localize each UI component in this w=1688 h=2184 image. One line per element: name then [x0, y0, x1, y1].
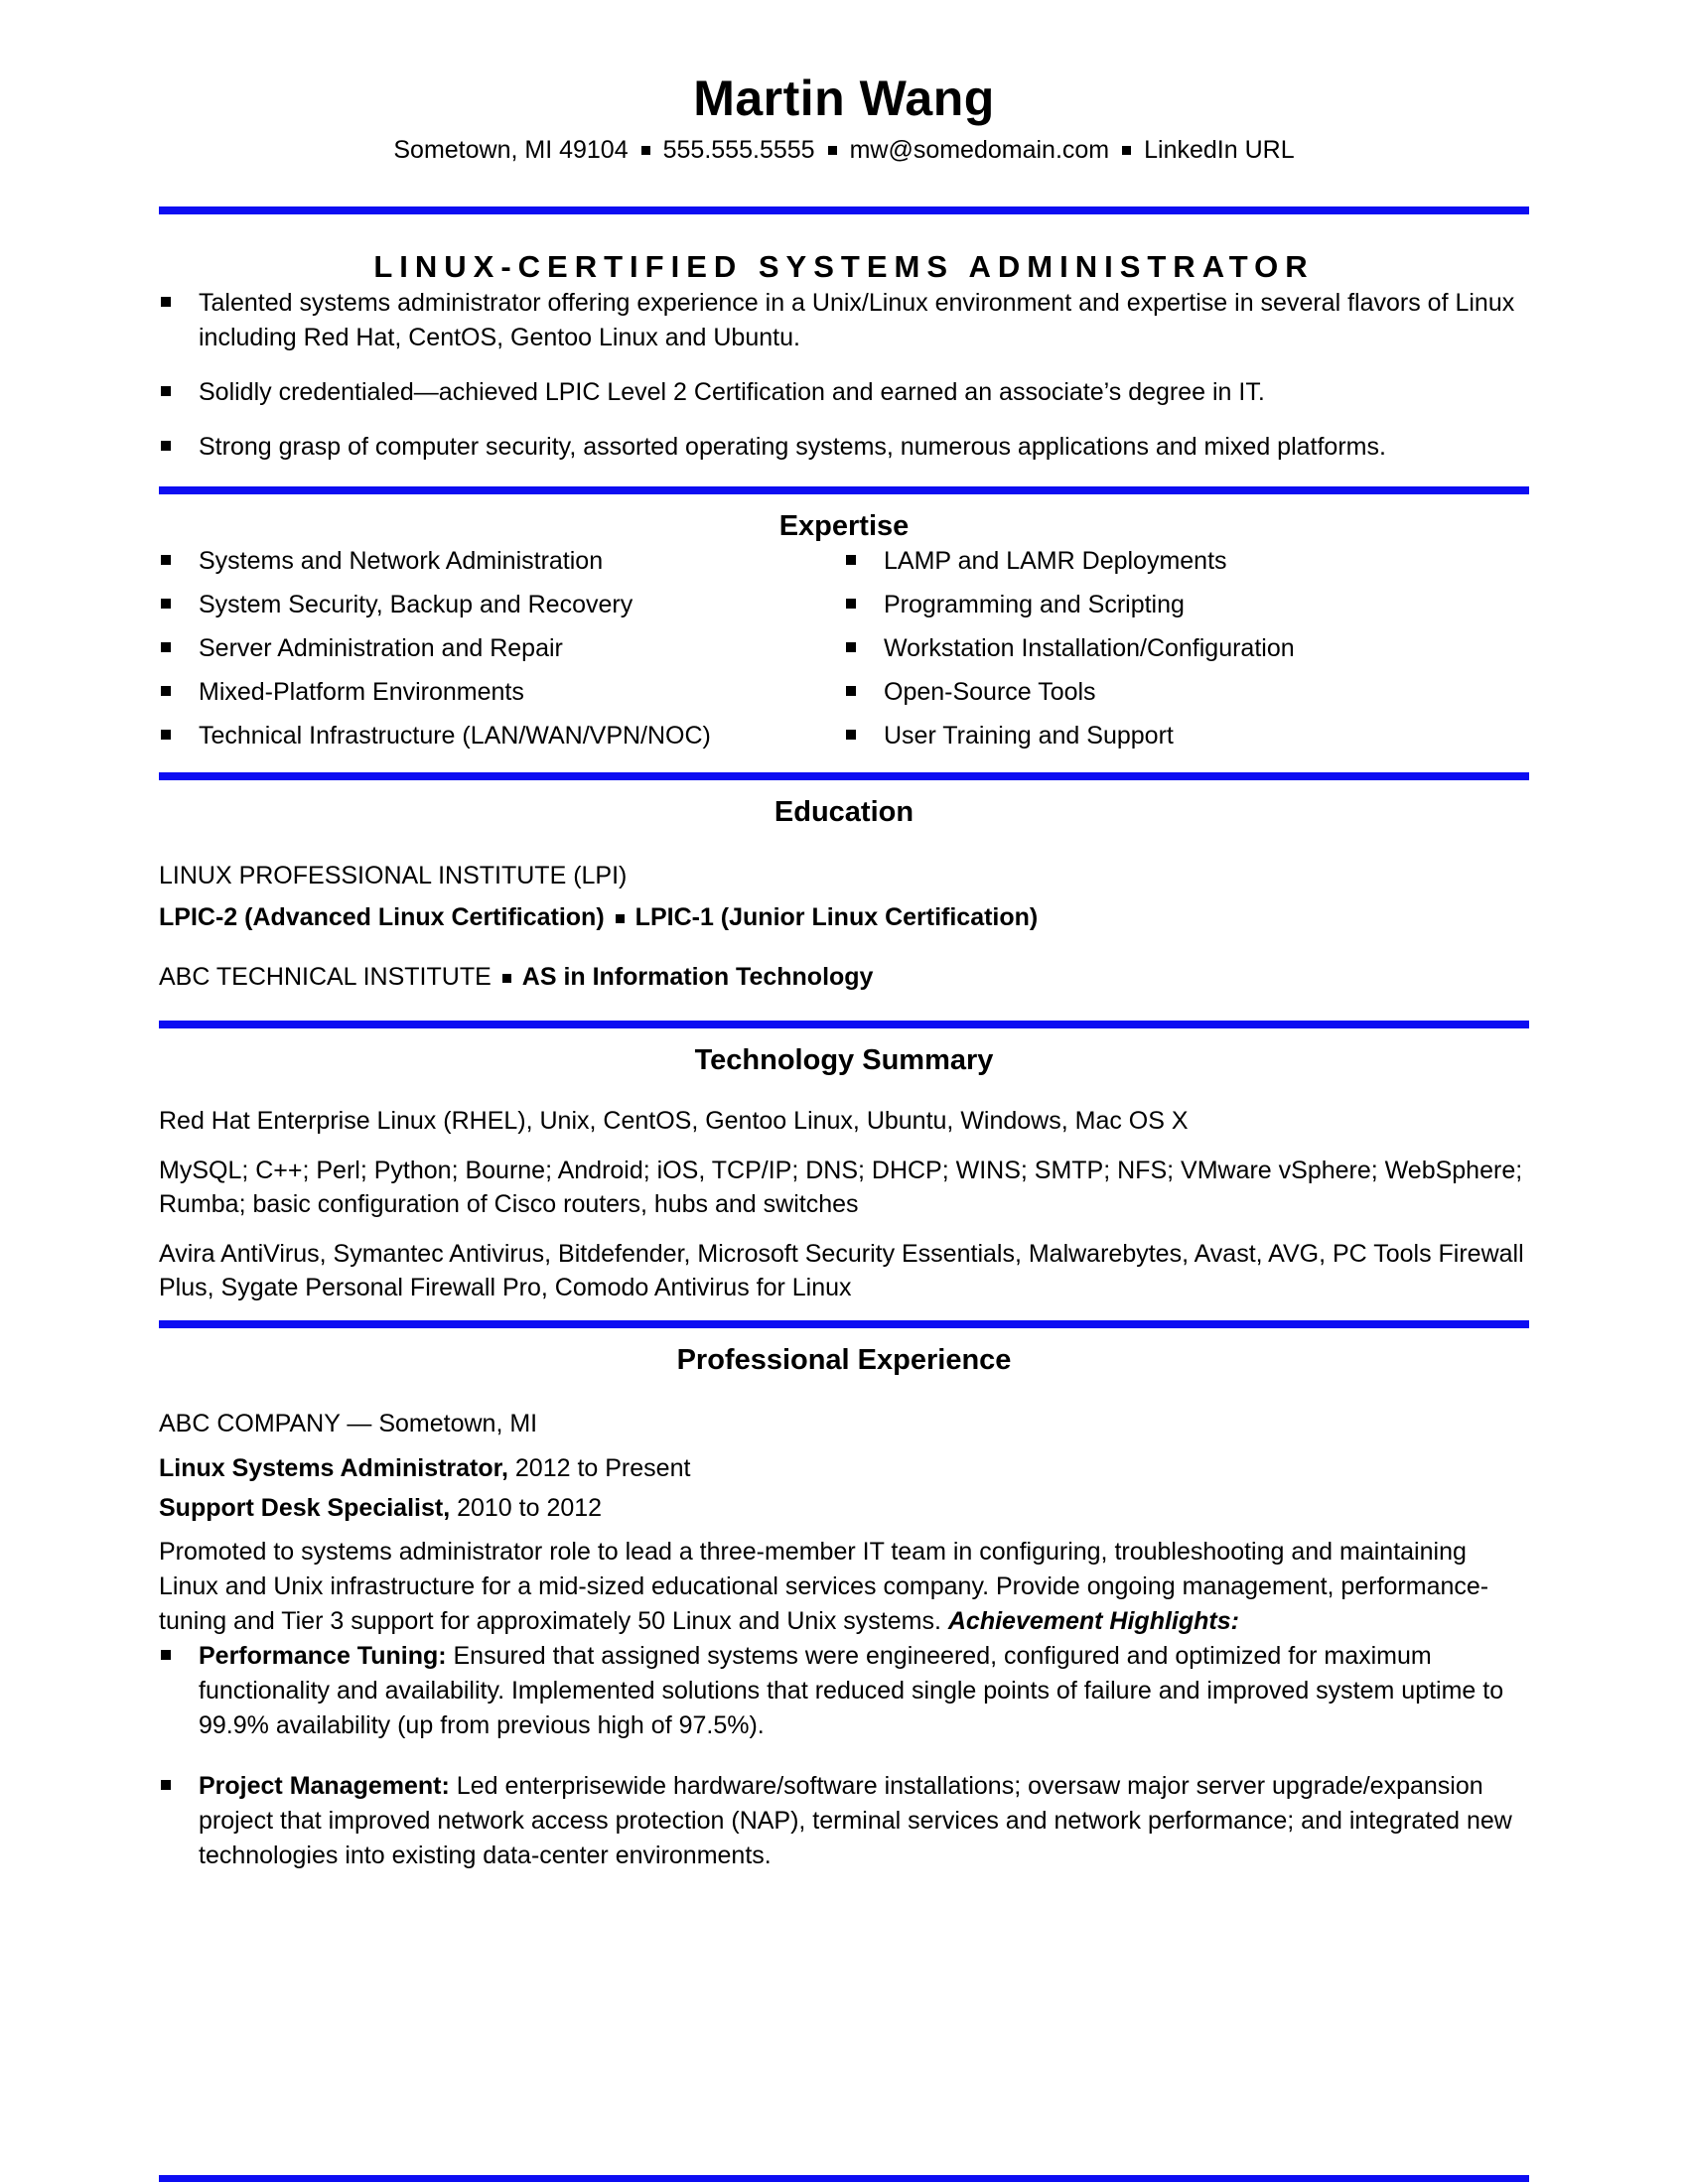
section-title-technology: Technology Summary: [694, 1044, 994, 1076]
education-degree-line: [159, 961, 1529, 993]
bullet-separator-icon: [828, 146, 837, 155]
role-dates: 2010 to 2012: [450, 1494, 603, 1522]
contact-email[interactable]: mw@somedomain.com: [849, 136, 1110, 164]
list-item: [159, 719, 844, 753]
list-item: [159, 544, 844, 579]
list-item: [159, 588, 844, 622]
section-title-expertise: Expertise: [778, 510, 910, 542]
bullet-square-icon: [161, 686, 171, 696]
bullet-separator-icon: [1122, 146, 1131, 155]
page-title: Martin Wang: [693, 70, 995, 126]
education-certs-line: [159, 901, 1529, 933]
summary-list: [159, 286, 1529, 465]
bullet-square-icon: [846, 599, 856, 609]
education-cert: LPIC-1 (Junior Linux Certification): [634, 903, 1039, 931]
expertise-item: Systems and Network Administration: [199, 547, 604, 575]
bullet-square-icon: [161, 642, 171, 652]
education-degree: AS in Information Technology: [521, 963, 874, 991]
bullet-separator-icon: [502, 974, 511, 983]
achievement-label: Project Management:: [199, 1772, 450, 1800]
achievement-body: Ensured that assigned systems were engineered, configured and optimized for maximum functionality and availability. Implemented solutions that reduced single points of failure and improved system uptime to 99.9% availability (up from previous high of 97.5%).: [199, 1642, 1504, 1739]
list-item: [159, 1769, 1529, 1873]
bullet-square-icon: [161, 555, 171, 565]
list-item: [159, 286, 1529, 355]
list-item: [844, 719, 1529, 753]
expertise-item: Technical Infrastructure (LAN/WAN/VPN/NOC): [199, 722, 711, 750]
bullet-square-icon: [161, 1650, 171, 1660]
contact-phone: 555.555.5555: [662, 136, 815, 164]
education-institution: ABC TECHNICAL INSTITUTE: [159, 963, 492, 991]
bullet-separator-icon: [616, 914, 625, 923]
achievement-label: Performance Tuning:: [199, 1642, 447, 1670]
contact-line: [159, 135, 1529, 165]
section-divider: [159, 1021, 1529, 1028]
role-dates: 2012 to Present: [507, 1454, 691, 1482]
expertise-item: Programming and Scripting: [884, 591, 1185, 618]
bullet-square-icon: [846, 730, 856, 740]
technology-paragraph: Red Hat Enterprise Linux (RHEL), Unix, CentOS, Gentoo Linux, Ubuntu, Windows, Mac OS X: [159, 1107, 1189, 1135]
section-divider: [159, 772, 1529, 780]
expertise-item: System Security, Backup and Recovery: [199, 591, 633, 618]
section-divider: [159, 206, 1529, 214]
expertise-item: Server Administration and Repair: [199, 634, 563, 662]
contact-location: Sometown, MI 49104: [393, 136, 629, 164]
experience-section: [159, 1408, 1529, 1873]
section-divider: [159, 1320, 1529, 1328]
bullet-square-icon: [161, 297, 171, 307]
list-item: [159, 430, 1529, 465]
bullet-square-icon: [161, 1780, 171, 1790]
list-item: [844, 588, 1529, 622]
bullet-square-icon: [846, 642, 856, 652]
education-cert: LPIC-2 (Advanced Linux Certification): [159, 903, 605, 931]
achievement-highlights-label: Achievement Highlights:: [947, 1607, 1239, 1635]
summary-bullet-text: Strong grasp of computer security, assorted operating systems, numerous applications and mixed platforms.: [199, 433, 1386, 461]
bullet-square-icon: [846, 686, 856, 696]
achievement-text: [199, 1769, 1529, 1873]
expertise-item: User Training and Support: [884, 722, 1174, 750]
list-item: [844, 675, 1529, 710]
technology-section: [159, 1104, 1529, 1304]
headline: LINUX-CERTIFIED SYSTEMS ADMINISTRATOR: [373, 249, 1315, 284]
bullet-square-icon: [161, 386, 171, 396]
bullet-square-icon: [161, 441, 171, 451]
role-title: Support Desk Specialist,: [159, 1494, 451, 1522]
contact-linkedin[interactable]: LinkedIn URL: [1144, 136, 1295, 164]
bullet-separator-icon: [641, 146, 650, 155]
section-divider-cutoff: [159, 2175, 1529, 2182]
achievement-body: Led enterprisewide hardware/software installations; oversaw major server upgrade/expansion project that improved network access protection (NAP), terminal services and network performance; and integrated new technologies into existing data-center environments.: [199, 1772, 1512, 1869]
education-section: [159, 860, 1529, 993]
summary-bullet-text: Solidly credentialed—achieved LPIC Level 2 Certification and earned an associate’s degree in IT.: [199, 378, 1265, 406]
expertise-item: Mixed-Platform Environments: [199, 678, 524, 706]
role-line: [159, 1451, 1529, 1485]
role-line: [159, 1491, 1529, 1525]
achievement-text: [199, 1639, 1529, 1743]
list-item: [159, 375, 1529, 410]
bullet-square-icon: [161, 599, 171, 609]
experience-summary-text: Promoted to systems administrator role to lead a three-member IT team in configuring, troubleshooting and maintaining Linux and Unix infrastructure for a mid-sized educational services company. Provide ongoing management, performance-tuning and Tier 3 support for approximately 50 Linux and Unix systems.: [159, 1538, 1489, 1635]
summary-bullet-text: Talented systems administrator offering experience in a Unix/Linux environment and expertise in several flavors of Linux including Red Hat, CentOS, Gentoo Linux and Ubuntu.: [199, 289, 1515, 351]
bullet-square-icon: [846, 555, 856, 565]
section-title-education: Education: [774, 796, 914, 828]
expertise-item: Workstation Installation/Configuration: [884, 634, 1295, 662]
bullet-square-icon: [161, 730, 171, 740]
section-divider: [159, 486, 1529, 494]
company-line: ABC COMPANY — Sometown, MI: [159, 1410, 538, 1437]
list-item: [159, 1639, 1529, 1743]
expertise-grid: [159, 544, 1529, 762]
section-title-experience: Professional Experience: [676, 1344, 1012, 1376]
expertise-item: Open-Source Tools: [884, 678, 1096, 706]
education-institution: LINUX PROFESSIONAL INSTITUTE (LPI): [159, 862, 628, 889]
list-item: [159, 675, 844, 710]
role-title: Linux Systems Administrator,: [159, 1454, 508, 1482]
list-item: [844, 631, 1529, 666]
experience-summary: [159, 1535, 1529, 1639]
technology-paragraph: MySQL; C++; Perl; Python; Bourne; Android; iOS, TCP/IP; DNS; DHCP; WINS; SMTP; NFS; VMware vSphere; WebSphere; Rumba; basic configuration of Cisco routers, hubs and switches: [159, 1157, 1523, 1218]
technology-paragraph: Avira AntiVirus, Symantec Antivirus, Bitdefender, Microsoft Security Essentials, Malwarebytes, Avast, AVG, PC Tools Firewall Plus, Sygate Personal Firewall Pro, Comodo Antivirus for Linux: [159, 1240, 1524, 1301]
list-item: [159, 631, 844, 666]
expertise-item: LAMP and LAMR Deployments: [884, 547, 1227, 575]
achievements-list: [159, 1639, 1529, 1873]
list-item: [844, 544, 1529, 579]
